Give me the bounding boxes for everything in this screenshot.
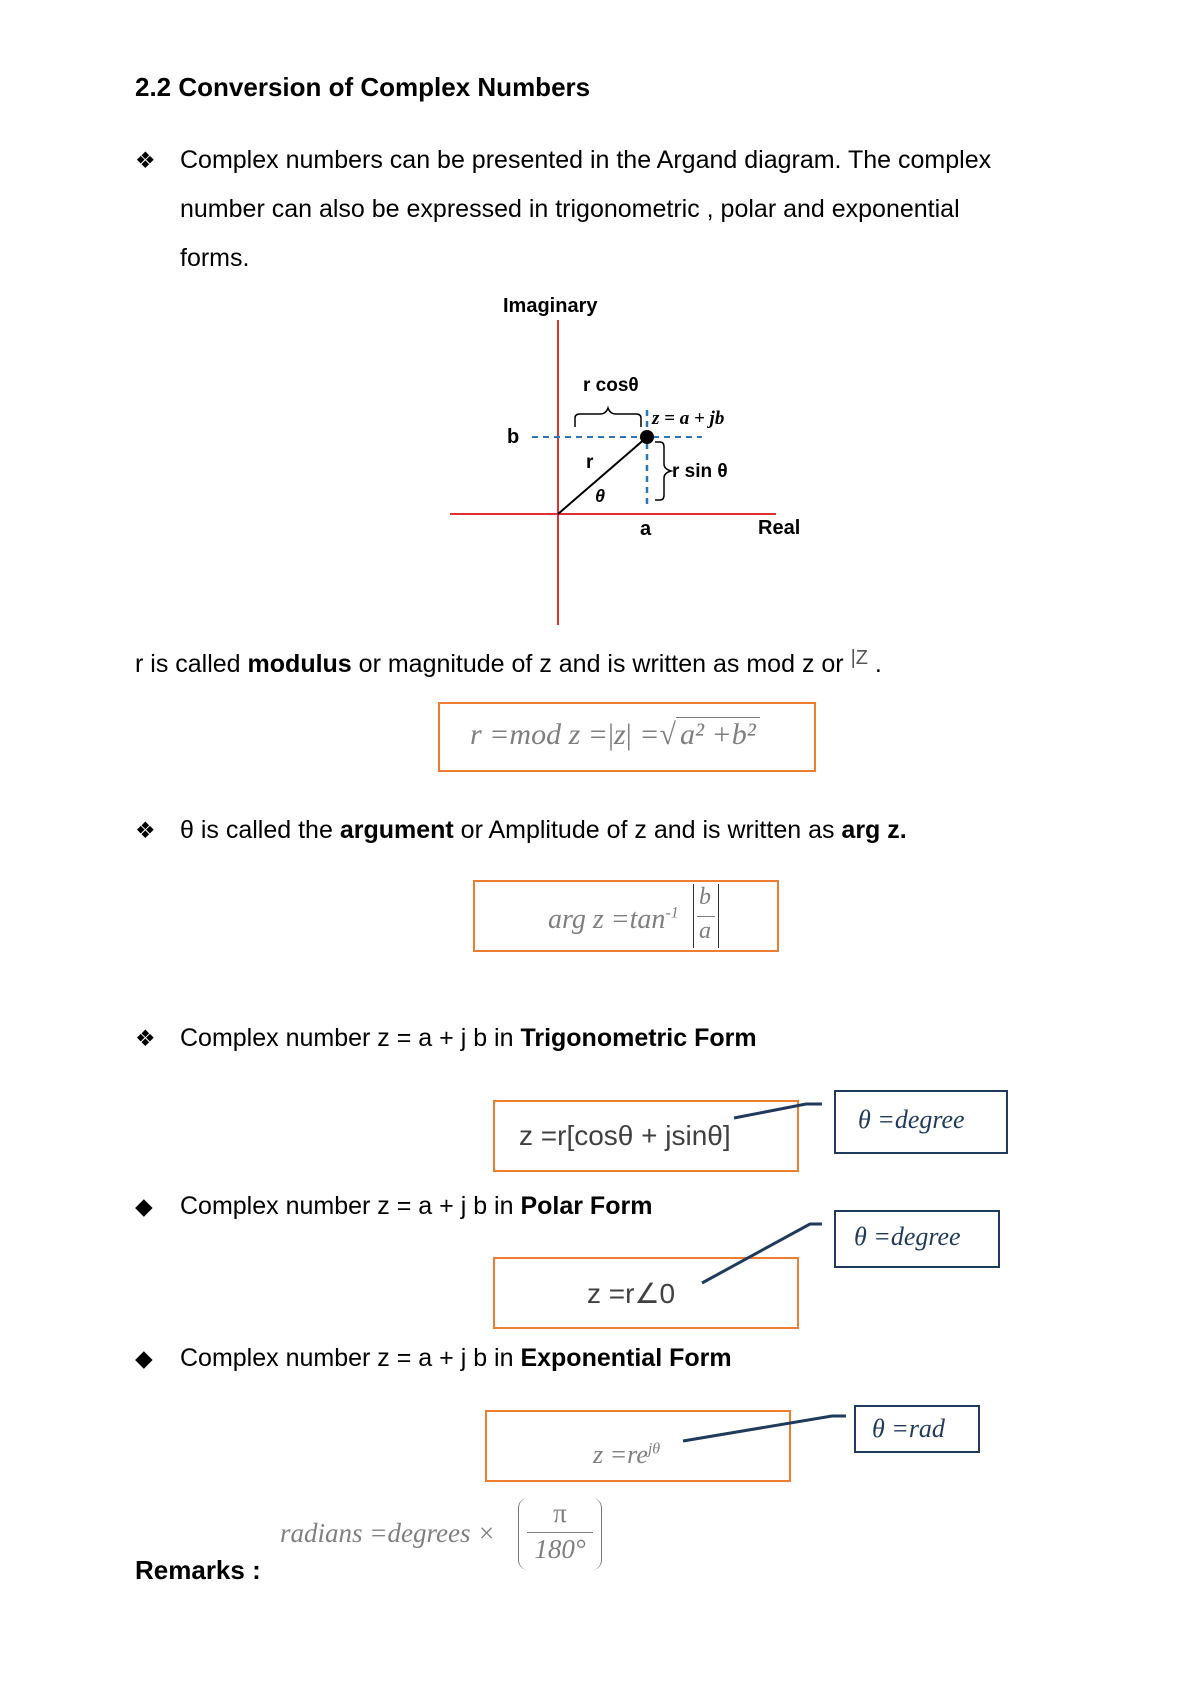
degree-denominator: 180°: [534, 1534, 586, 1564]
filled-diamond-bullet-icon: ◆: [135, 1193, 153, 1219]
argument-pre: θ is called the: [180, 816, 340, 844]
trig-formula: z =r[cosθ + jsinθ]: [519, 1120, 731, 1151]
rsin-label: r sin θ: [672, 461, 728, 482]
theta-label: θ: [595, 486, 606, 506]
modulus-term: modulus: [247, 650, 352, 678]
expo-note: θ =rad: [872, 1414, 945, 1443]
modulus-lhs: r =mod z =: [470, 718, 609, 751]
argument-lhs: arg z =tan: [548, 904, 666, 935]
rcos-label: r cosθ: [583, 375, 639, 396]
intro-line: number can also be expressed in trigonometric , polar and exponential: [180, 195, 960, 223]
expo-form-term: Exponential Form: [520, 1344, 732, 1372]
expo-sup: jθ: [647, 1440, 661, 1458]
argument-post: or Amplitude of z and is written as: [453, 816, 842, 844]
real-label: Real: [758, 517, 801, 539]
diamond-bullet-icon: ❖: [135, 147, 156, 173]
polar-pre: Complex number z = a + j b in: [180, 1192, 521, 1220]
section-heading: 2.2 Conversion of Complex Numbers: [135, 72, 591, 102]
fraction-numerator: b: [699, 884, 711, 910]
argument-term: argument: [339, 816, 454, 844]
z-label: z = a + jb: [652, 408, 725, 429]
sqrt-icon: √: [659, 718, 676, 751]
diamond-bullet-icon: ❖: [135, 817, 156, 843]
polar-connector: [702, 1224, 822, 1283]
diamond-bullet-icon: ❖: [135, 1025, 156, 1051]
radians-fraction-bar: [527, 1532, 593, 1533]
arg-z-term: arg z.: [841, 816, 907, 844]
modulus-end: .: [867, 650, 882, 678]
trig-connector: [734, 1104, 822, 1118]
a-label: a: [640, 518, 652, 540]
polar-note: θ =degree: [854, 1222, 961, 1251]
abs-bar-left: |: [608, 718, 615, 751]
abs-z: z: [614, 718, 626, 751]
r-label: r: [586, 452, 594, 473]
modulus-post: or magnitude of z and is written as mod z or: [351, 650, 851, 678]
abs-bar-right: |: [625, 718, 632, 751]
pi-numerator: π: [553, 1498, 567, 1528]
expo-connector: [683, 1416, 846, 1441]
polar-formula: z =r∠0: [587, 1278, 676, 1309]
trig-note: θ =degree: [858, 1105, 965, 1134]
expo-base: z =re: [593, 1440, 648, 1469]
remarks-label: Remarks :: [135, 1555, 261, 1585]
fraction-denominator: a: [699, 918, 711, 944]
intro-line: forms.: [180, 244, 250, 272]
radicand: a² +b²: [676, 717, 760, 751]
modulus-pre: r is called: [135, 650, 248, 678]
expo-pre: Complex number z = a + j b in: [180, 1344, 521, 1372]
trig-form-term: Trigonometric Form: [520, 1024, 757, 1052]
radians-fraction: [518, 1498, 602, 1570]
argument-sup: -1: [665, 904, 679, 922]
polar-form-term: Polar Form: [520, 1192, 653, 1220]
imaginary-label: Imaginary: [503, 295, 598, 317]
b-label: b: [507, 426, 520, 448]
abs-symbol: |Z: [850, 647, 868, 669]
filled-diamond-bullet-icon: ◆: [135, 1345, 153, 1371]
radians-lhs: radians =degrees ×: [280, 1518, 496, 1548]
modulus-eq2: =: [631, 718, 660, 751]
intro-line: Complex numbers can be presented in the Argand diagram. The complex: [180, 146, 992, 174]
trig-pre: Complex number z = a + j b in: [180, 1024, 521, 1052]
